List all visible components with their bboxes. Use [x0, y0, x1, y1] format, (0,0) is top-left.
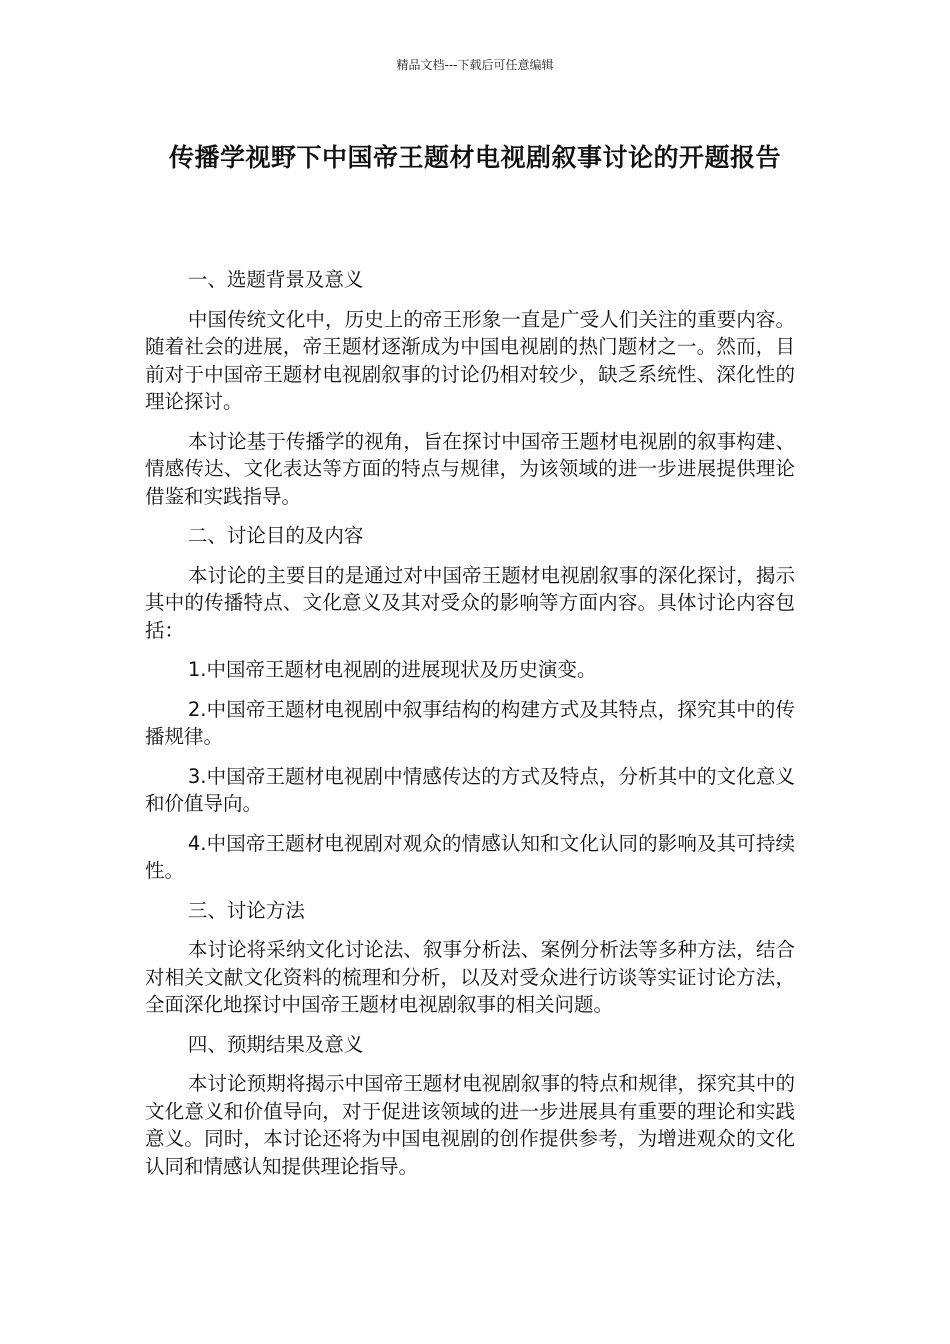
- section-heading-purpose: 二、讨论目的及内容: [187, 524, 364, 547]
- paragraph: 本讨论基于传播学的视角，旨在探讨中国帝王题材电视剧的叙事构建、情感传达、文化表达等方面的特点与规律，为该领域的进一步进展提供理论借鉴和实践指导。: [145, 429, 795, 508]
- list-item: 3.中国帝王题材电视剧中情感传达的方式及特点，分析其中的文化意义和价值导向。: [145, 764, 795, 815]
- list-item: 1.中国帝王题材电视剧的进展现状及历史演变。: [187, 658, 597, 681]
- list-item: 2.中国帝王题材电视剧中叙事结构的构建方式及其特点，探究其中的传播规律。: [145, 697, 795, 748]
- paragraph: 本讨论预期将揭示中国帝王题材电视剧叙事的特点和规律，探究其中的文化意义和价值导向，对于促进该领域的进一步进展具有重要的理论和实践意义。同时，本讨论还将为中国电视剧的创作提供参考，为增进观众的文化认同和情感认知提供理论指导。: [145, 1072, 795, 1178]
- document-title: 传播学视野下中国帝王题材电视剧叙事讨论的开题报告: [168, 143, 781, 172]
- section-heading-background: 一、选题背景及意义: [187, 268, 364, 291]
- paragraph: 本讨论的主要目的是通过对中国帝王题材电视剧叙事的深化探讨，揭示其中的传播特点、文化意义及其对受众的影响等方面内容。具体讨论内容包括：: [145, 563, 795, 642]
- section-heading-results: 四、预期结果及意义: [187, 1032, 364, 1056]
- paragraph: 本讨论将采纳文化讨论法、叙事分析法、案例分析法等多种方法，结合对相关文献文化资料的梳理和分析，以及对受众进行访谈等实证讨论方法，全面深化地探讨中国帝王题材电视剧叙事的相关问题。: [145, 938, 795, 1016]
- header-note: 精品文档---下载后可任意编辑: [396, 58, 554, 72]
- section-heading-methods: 三、讨论方法: [187, 898, 305, 922]
- paragraph: 中国传统文化中，历史上的帝王形象一直是广受人们关注的重要内容。随着社会的进展，帝王题材逐渐成为中国电视剧的热门题材之一。然而，目前对于中国帝王题材电视剧叙事的讨论仍相对较少，缺乏系统性、深化性的理论探讨。: [145, 307, 795, 413]
- document-body: [145, 266, 795, 1192]
- list-item: 4.中国帝王题材电视剧对观众的情感认知和文化认同的影响及其可持续性。: [145, 831, 795, 882]
